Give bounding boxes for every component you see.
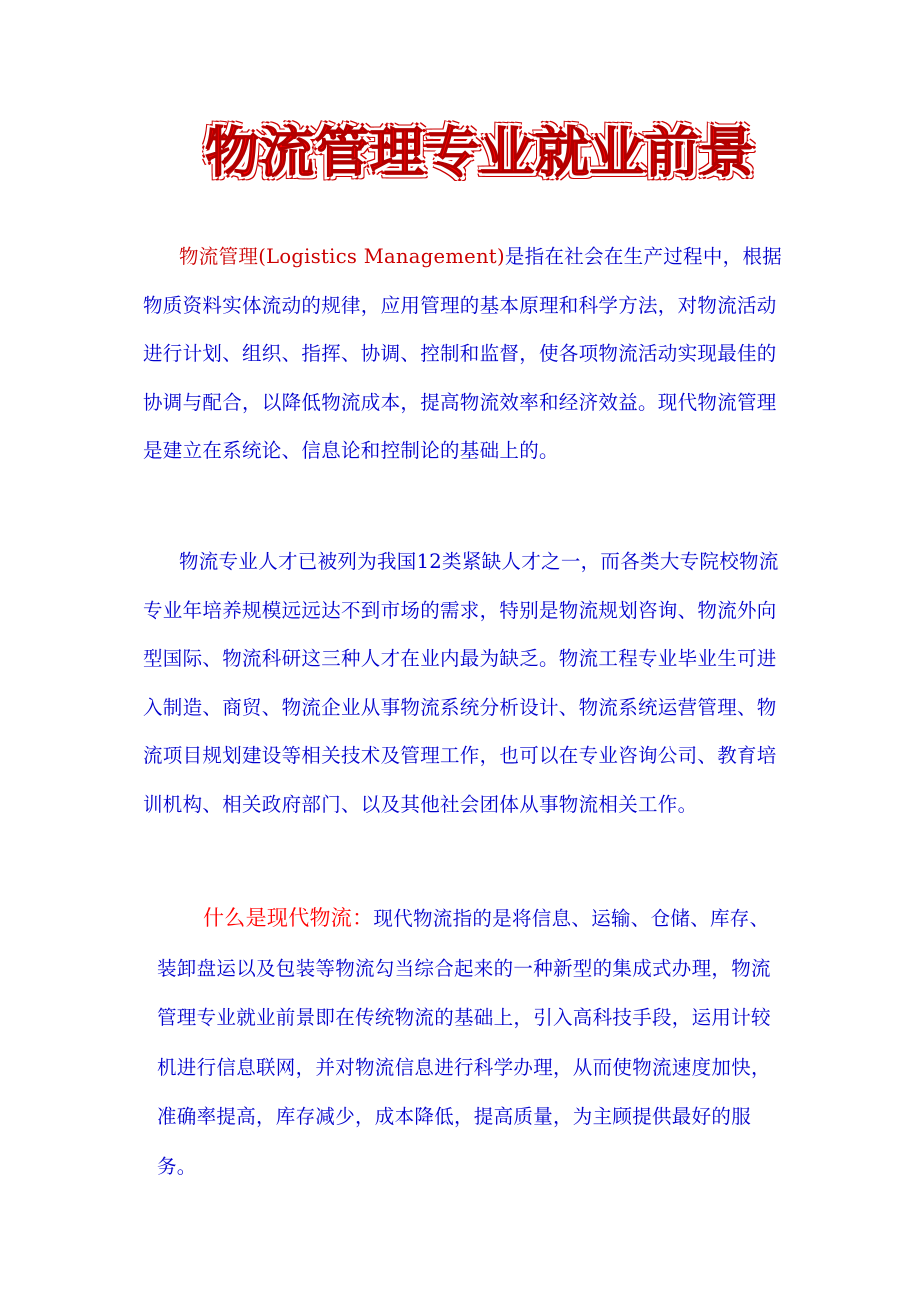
paragraph-logistics-definition [143, 233, 783, 476]
paragraph-modern-logistics [157, 894, 777, 1191]
paragraph-lead: 物流管理(Logistics Management) [179, 245, 505, 268]
paragraph-body: 物流专业人才已被列为我国12类紧缺人才之一，而各类大专院校物流专业年培养规模远远达不到市场的需求，特别是物流规划咨询、物流外向型国际、物流科研这三种人才在业内最为缺乏。物流工程专业毕业生可进入制造、商贸、物流企业从事物流系统分析设计、物流系统运营管理、物流项目规划建设等相关技术及管理工作，也可以在专业咨询公司、教育培训机构、相关政府部门、以及其他社会团体从事物流相关工作。 [143, 550, 779, 816]
paragraph-lead: 什么是现代物流： [203, 906, 374, 930]
paragraph-text [157, 894, 777, 1191]
paragraph-talent-demand [143, 538, 783, 829]
paragraph-body: 是指在社会在生产过程中，根据物质资料实体流动的规律，应用管理的基本原理和科学方法，对物流活动进行计划、组织、指挥、协调、控制和监督，使各项物流活动实现最佳的协调与配合，以降低物流成本，提高物流效率和经济效益。现代物流管理是建立在系统论、信息论和控制论的基础上的。 [143, 245, 783, 462]
paragraph-body: 现代物流指的是将信息、运输、仓储、库存、装卸盘运以及包装等物流勾当综合起来的一种新型的集成式办理，物流管理专业就业前景即在传统物流的基础上，引入高科技手段，运用计较机进行信息联网，并对物流信息进行科学办理，从而使物流速度加快，准确率提高，库存减少，成本降低，提高质量，为主顾提供最好的服务。 [157, 907, 771, 1178]
document-title: 物流管理专业就业前景 [205, 121, 755, 184]
paragraph-text [143, 538, 783, 829]
paragraph-text [143, 233, 783, 476]
